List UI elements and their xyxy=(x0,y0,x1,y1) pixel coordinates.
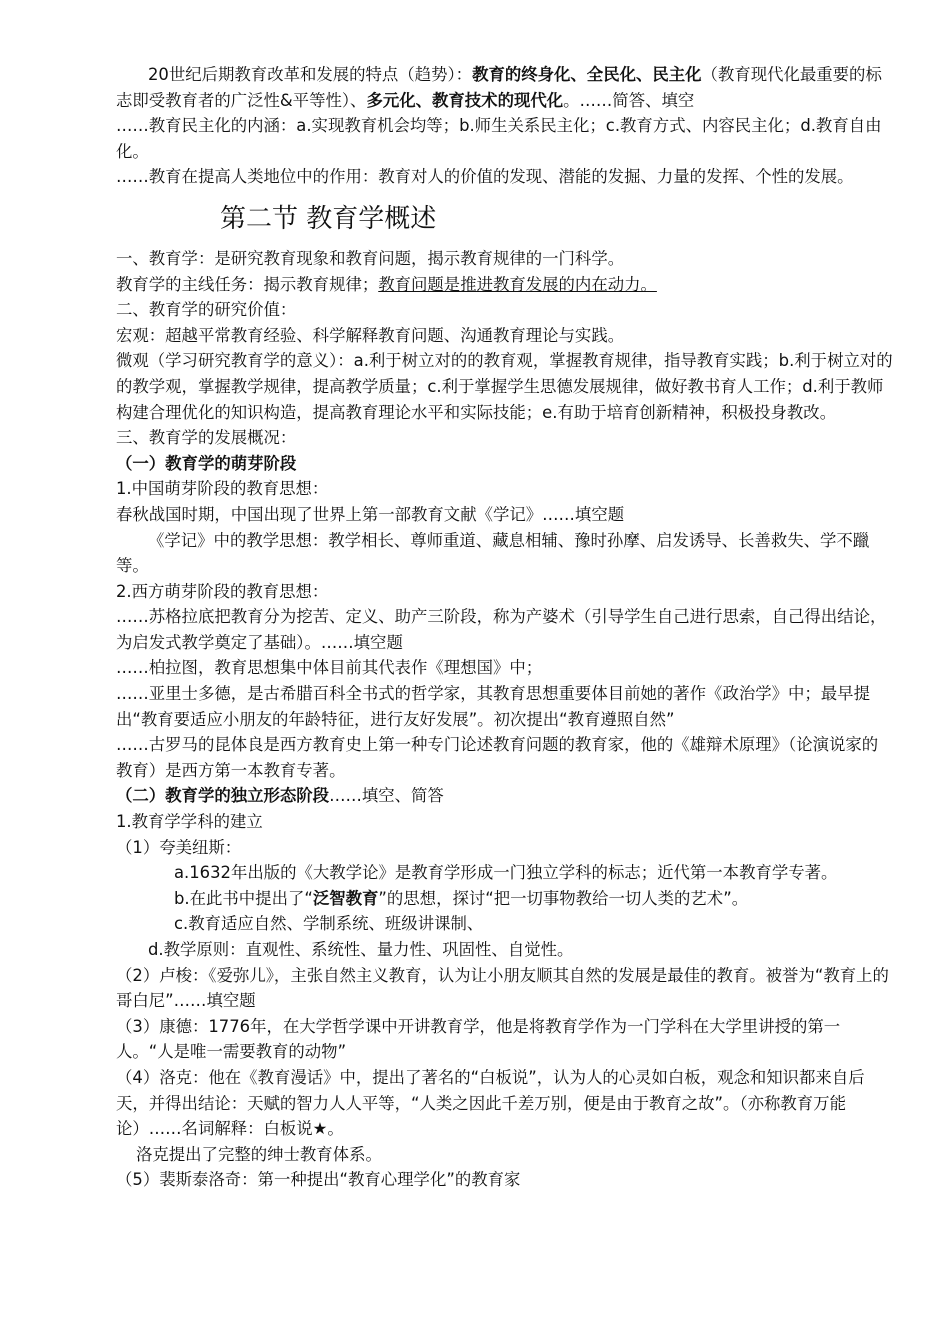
line-socrates: ……苏格拉底把教育分为挖苦、定义、助产三阶段，称为产婆术（引导学生自己进行思索，自己得出结论，为启发式教学奠定了基础）。……填空题 xyxy=(116,607,887,652)
line-aristotle: ……亚里士多德，是古希腊百科全书式的哲学家，其教育思想重要体目前她的著作《政治学》中；最早提出“教育要适应小朋友的年龄特征，进行友好发展”。初次提出“教育遵照自然” xyxy=(116,684,870,729)
line-heading-value: 二、教育学的研究价值： xyxy=(116,300,297,320)
line-micro: 微观（学习研究教育学的意义）：a.利于树立对的的教育观，掌握教育规律，指导教育实践；b.利于树立对的的教学观，掌握教学规律，提高教学质量；c.利于掌握学生思德发展规律，做好教书育人工作；d.利于教师构建合理优化的知识构造，提高教育理论水平和实际技能；e.有助于培育创新精神，积极投身教改。 xyxy=(116,351,893,422)
text-run: ……填空、简答 xyxy=(329,786,444,806)
intro-paragraph-role: ……教育在提高人类地位中的作用：教育对人的价值的发现、潜能的发掘、力量的发挥、个性的发展。 xyxy=(116,167,854,187)
text-run: ”的思想，探讨“把一切事物教给一切人类的艺术”。 xyxy=(378,888,749,908)
underlined-run: 教育问题是推进教育发展的内在动力。 xyxy=(378,274,657,294)
line-kant: （3）康德：1776年，在大学哲学课中开讲教育学，他是将教育学作为一门学科在大学里讲授的第一人。“人是唯一需要教育的动物” xyxy=(116,1016,841,1062)
line-heading-development: 三、教育学的发展概况： xyxy=(116,428,297,448)
subheading-independent-stage xyxy=(116,783,894,809)
line-comenius-a: a.1632年出版的《大教学论》是教育学形成一门独立学科的标志；近代第一本教育学专著。 xyxy=(174,863,838,883)
line-quintilian: ……古罗马的昆体良是西方教育史上第一种专门论述教育问题的教育家，他的《雄辩术原理》（论演说家的教育）是西方第一本教育专著。 xyxy=(116,735,879,780)
section-title: 第二节 教育学概述 xyxy=(220,203,437,234)
line-comenius: （1）夸美纽斯： xyxy=(116,837,242,857)
line-definition: 一、教育学：是研究教育现象和教育问题，揭示教育规律的一门科学。 xyxy=(116,248,625,268)
line-plato: ……柏拉图，教育思想集中体目前其代表作《理想国》中； xyxy=(116,658,543,678)
text-run: 。……简答、填空 xyxy=(563,90,695,110)
line-xueji: 春秋战国时期，中国出现了世界上第一部教育文献《学记》……填空题 xyxy=(116,504,625,524)
bold-run: （二）教育学的独立形态阶段 xyxy=(116,786,330,806)
line-rousseau: （2）卢梭：《爱弥儿》，主张自然主义教育，认为让小朋友顺其自然的发展是最佳的教育。被誉为“教育上的哥白尼”……填空题 xyxy=(116,965,889,1011)
line-west-sprout: 2.西方萌芽阶段的教育思想： xyxy=(116,581,329,601)
line-xueji-thought: 《学记》中的教学思想：教学相长、尊师重道、藏息相辅、豫时孙摩、启发诱导、长善救失、学不躐等。 xyxy=(116,530,870,576)
line-comenius-c: c.教育适应自然、学制系统、班级讲课制、 xyxy=(174,914,484,934)
text-run: b.在此书中提出了“ xyxy=(174,888,313,908)
line-comenius-b xyxy=(116,886,894,912)
bold-run: 泛智教育 xyxy=(312,888,379,908)
line-macro: 宏观：超越平常教育经验、科学解释教育问题、沟通教育理论与实践。 xyxy=(116,325,625,345)
line-discipline-founding: 1.教育学学科的建立 xyxy=(116,812,263,832)
line-china-sprout: 1.中国萌芽阶段的教育思想： xyxy=(116,479,329,499)
line-comenius-d: d.教学原则：直观性、系统性、量力性、巩固性、自觉性。 xyxy=(148,940,574,959)
text-run: （教育现代化最重要的标志即受教育者的广泛性&平等性）、 xyxy=(116,65,882,110)
bold-run: 多元化、教育技术的现代化 xyxy=(366,90,564,110)
subheading-sprout-stage: （一）教育学的萌芽阶段 xyxy=(116,453,297,473)
text-run: 教育学的主线任务：揭示教育规律； xyxy=(116,274,379,294)
intro-paragraph-democratization: ……教育民主化的内涵：a.实现教育机会均等；b.师生关系民主化；c.教育方式、内容民主化；d.教育自由化。 xyxy=(116,116,882,161)
bold-run: 教育的终身化、全民化、民主化 xyxy=(472,65,702,84)
line-main-task xyxy=(116,272,894,298)
line-pestalozzi: （5）裴斯泰洛奇：第一种提出“教育心理学化”的教育家 xyxy=(116,1170,521,1190)
line-locke: （4）洛克：他在《教育漫话》中，提出了著名的“白板说”，认为人的心灵如白板，观念和知识都来自后天，并得出结论：天赋的智力人人平等，“人类之因此千差万别，便是由于教育之故”。（亦称教育万能论）……名词解释：白板说★。 xyxy=(116,1067,865,1139)
text-run: 20世纪后期教育改革和发展的特点（趋势）： xyxy=(148,65,473,84)
intro-paragraph-trends xyxy=(116,62,894,113)
line-locke-gentleman: 洛克提出了完整的绅士教育体系。 xyxy=(136,1144,382,1164)
